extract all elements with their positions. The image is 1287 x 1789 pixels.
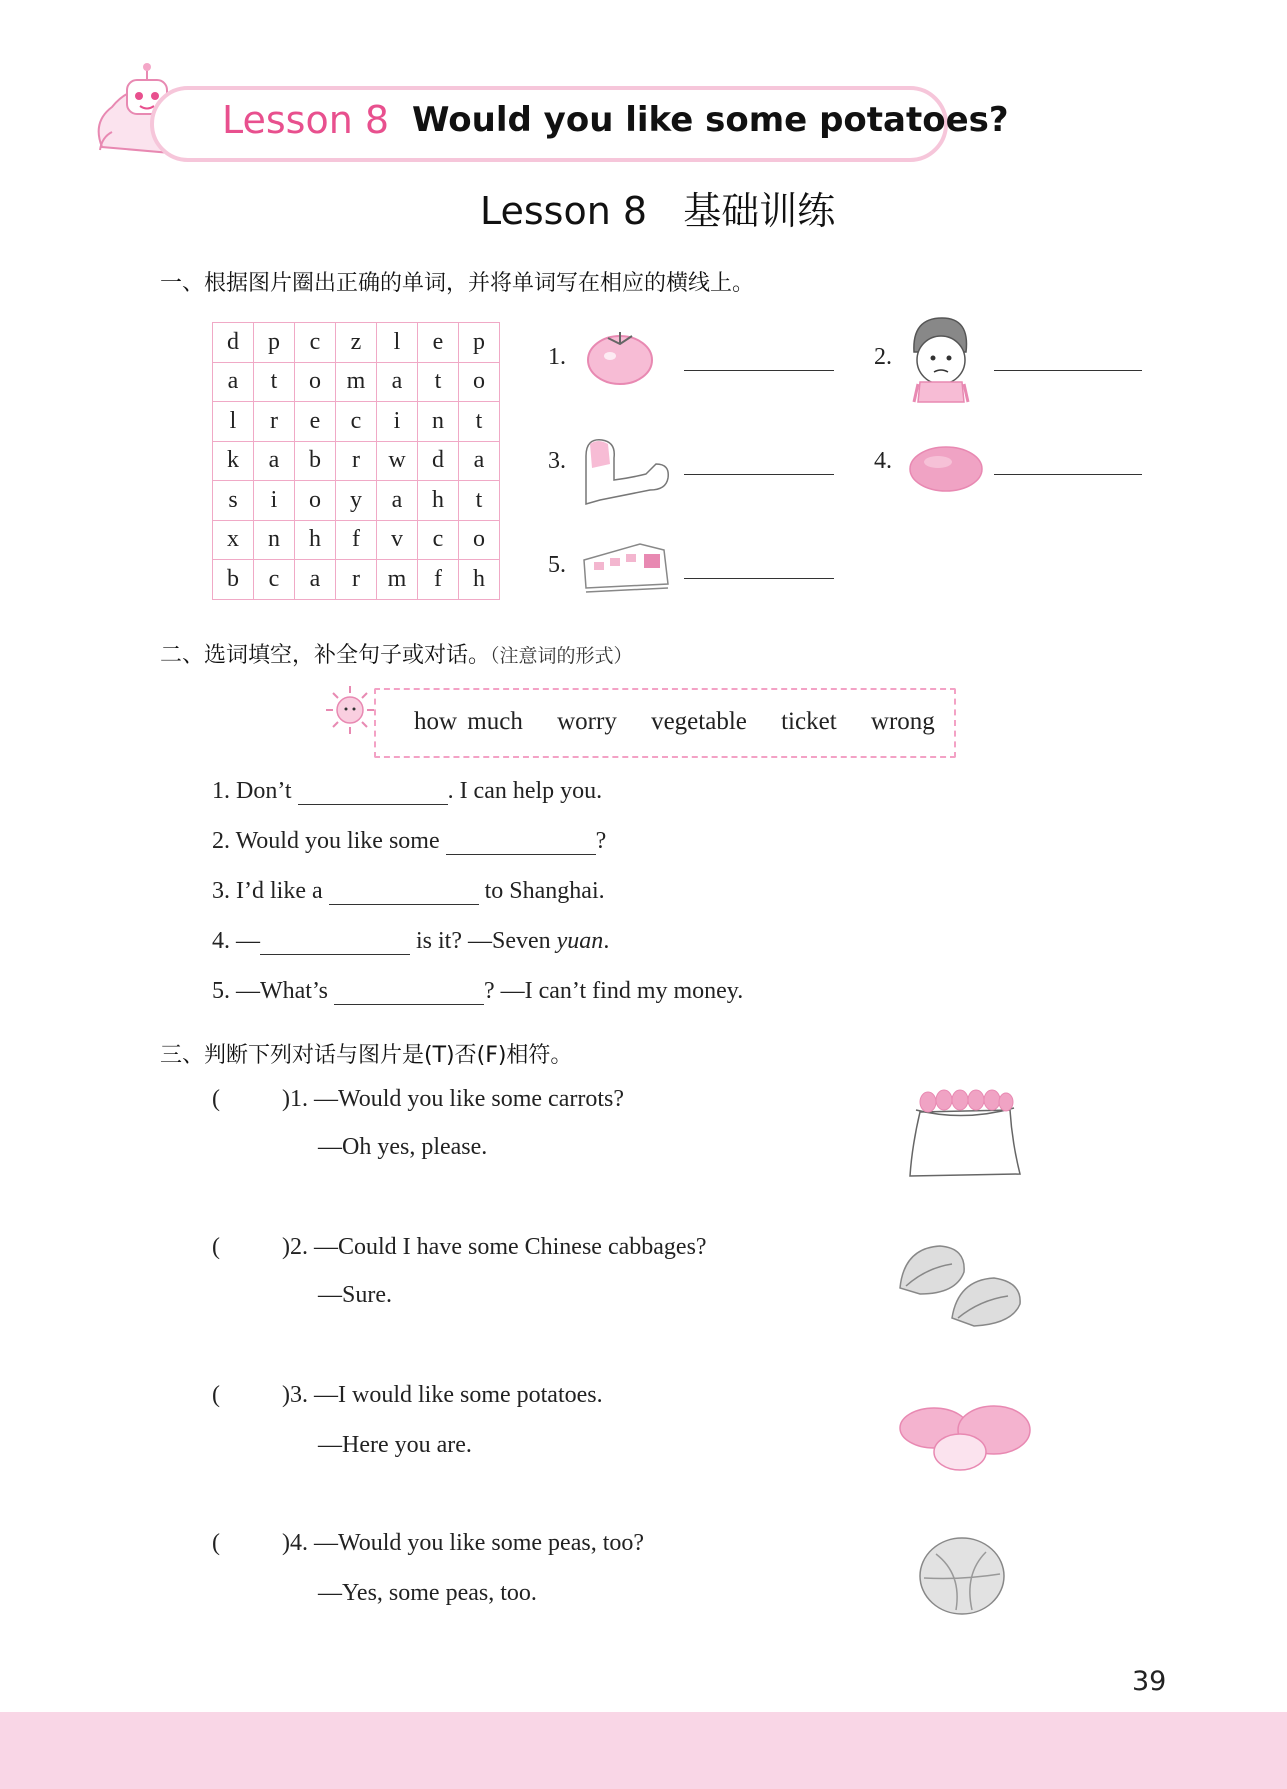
- grid-letter[interactable]: o: [459, 520, 500, 560]
- grid-letter[interactable]: y: [336, 481, 377, 521]
- grid-letter[interactable]: n: [254, 520, 295, 560]
- grid-letter[interactable]: l: [213, 402, 254, 442]
- sentence-text: 1. Don’t: [212, 778, 298, 804]
- grid-letter[interactable]: p: [459, 323, 500, 363]
- tf-question: —Would you like some carrots?: [314, 1086, 624, 1112]
- tf-number: )4.: [282, 1530, 314, 1556]
- answer-line-1[interactable]: [684, 370, 834, 371]
- sentence-text: . I can help you.: [447, 778, 603, 804]
- fill-blank-2[interactable]: [446, 828, 596, 855]
- item-3-number: 3.: [548, 448, 566, 474]
- word-bank-item: how much: [414, 708, 523, 735]
- grid-letter[interactable]: b: [213, 560, 254, 600]
- grid-letter[interactable]: s: [213, 481, 254, 521]
- grid-letter[interactable]: o: [295, 481, 336, 521]
- word-bank-item: vegetable: [651, 708, 747, 735]
- grid-letter[interactable]: r: [336, 441, 377, 481]
- answer-line-5[interactable]: [684, 578, 834, 579]
- grid-letter[interactable]: a: [295, 560, 336, 600]
- section2-note: （注意词的形式）: [490, 645, 633, 667]
- cabbage-icon: [916, 1534, 1008, 1616]
- grid-row: [213, 560, 500, 600]
- grid-letter[interactable]: h: [418, 481, 459, 521]
- grid-row: [213, 323, 500, 363]
- word-bank-item: ticket: [781, 708, 837, 735]
- tf-question: —Would you like some peas, too?: [314, 1530, 645, 1556]
- arm-icon: [580, 434, 672, 506]
- tf-question: —Could I have some Chinese cabbages?: [314, 1234, 707, 1260]
- answer-line-3[interactable]: [684, 474, 834, 475]
- grid-letter[interactable]: t: [459, 402, 500, 442]
- grid-row: [213, 520, 500, 560]
- sentence-text: is it? —Seven: [410, 928, 557, 954]
- tf-item-1: [212, 1086, 624, 1113]
- section2-heading: [160, 638, 633, 669]
- grid-row: [213, 362, 500, 402]
- grid-letter[interactable]: o: [295, 362, 336, 402]
- word-bank-box: [374, 688, 956, 758]
- grid-letter[interactable]: b: [295, 441, 336, 481]
- fill-sentence-1: [212, 778, 602, 805]
- item-1-number: 1.: [548, 344, 566, 370]
- chinese-cabbage-icon: [896, 1238, 1030, 1330]
- grid-letter[interactable]: t: [418, 362, 459, 402]
- section3-heading: 三、判断下列对话与图片是(T)否(F)相符。: [160, 1043, 573, 1068]
- fill-sentence-2: [212, 828, 606, 855]
- fill-blank-4[interactable]: [260, 928, 410, 955]
- grid-row: [213, 481, 500, 521]
- grid-letter[interactable]: c: [295, 323, 336, 363]
- tf-answer-4: —Yes, some peas, too.: [318, 1580, 537, 1606]
- sun-icon: [324, 684, 376, 736]
- grid-letter[interactable]: v: [377, 520, 418, 560]
- sentence-text: 3. I’d like a: [212, 878, 329, 904]
- grid-letter[interactable]: r: [336, 560, 377, 600]
- tf-number: )1.: [282, 1086, 314, 1112]
- answer-bracket[interactable]: (: [212, 1086, 220, 1112]
- header-title: Would you like some potatoes?: [412, 100, 1009, 140]
- grid-letter[interactable]: o: [459, 362, 500, 402]
- grid-letter[interactable]: m: [336, 362, 377, 402]
- grid-letter[interactable]: i: [254, 481, 295, 521]
- grid-letter[interactable]: n: [418, 402, 459, 442]
- fill-blank-1[interactable]: [298, 778, 448, 805]
- potatoes-icon: [898, 1398, 1034, 1474]
- grid-letter[interactable]: d: [418, 441, 459, 481]
- word-search-grid: [212, 322, 500, 600]
- tf-number: )2.: [282, 1234, 314, 1260]
- grid-letter[interactable]: a: [377, 481, 418, 521]
- grid-letter[interactable]: e: [295, 402, 336, 442]
- grid-letter[interactable]: w: [377, 441, 418, 481]
- grid-letter[interactable]: p: [254, 323, 295, 363]
- grid-letter[interactable]: l: [377, 323, 418, 363]
- header-lesson-label: Lesson 8: [222, 98, 390, 142]
- sack-of-carrots-icon: [906, 1086, 1024, 1180]
- item-2-number: 2.: [874, 344, 892, 370]
- tf-item-4: [212, 1530, 644, 1557]
- answer-bracket[interactable]: (: [212, 1234, 220, 1260]
- grid-letter[interactable]: t: [459, 481, 500, 521]
- grid-row: [213, 441, 500, 481]
- sentence-italic: yuan: [556, 928, 604, 954]
- grid-letter[interactable]: z: [336, 323, 377, 363]
- sentence-text: 5. —What’s: [212, 978, 334, 1004]
- sentence-text: to Shanghai.: [478, 878, 605, 904]
- sentence-text: 4. —: [212, 928, 260, 954]
- grid-letter[interactable]: c: [336, 402, 377, 442]
- word-bank-item: worry: [557, 708, 617, 735]
- grid-letter[interactable]: x: [213, 520, 254, 560]
- grid-letter[interactable]: m: [377, 560, 418, 600]
- grid-letter[interactable]: c: [254, 560, 295, 600]
- grid-letter[interactable]: i: [377, 402, 418, 442]
- tf-number: )3.: [282, 1382, 314, 1408]
- page-title: Lesson 8 基础训练: [480, 189, 836, 233]
- grid-letter[interactable]: k: [213, 441, 254, 481]
- grid-letter[interactable]: h: [459, 560, 500, 600]
- grid-letter[interactable]: a: [213, 362, 254, 402]
- item-4-number: 4.: [874, 448, 892, 474]
- section2-heading-text: 二、选词填空，补全句子或对话。: [160, 643, 491, 668]
- answer-line-4[interactable]: [994, 474, 1142, 475]
- tf-item-3: [212, 1382, 603, 1409]
- answer-line-2[interactable]: [994, 370, 1142, 371]
- tf-answer-2: —Sure.: [318, 1282, 392, 1308]
- grid-letter[interactable]: t: [254, 362, 295, 402]
- grid-letter[interactable]: e: [418, 323, 459, 363]
- potato-icon: [908, 444, 984, 494]
- grid-letter[interactable]: f: [336, 520, 377, 560]
- grid-row: [213, 402, 500, 442]
- fill-blank-5[interactable]: [334, 978, 484, 1005]
- fill-sentence-3: [212, 878, 605, 905]
- train-icon: [580, 536, 672, 598]
- fill-blank-3[interactable]: [329, 878, 479, 905]
- sentence-text: .: [603, 928, 610, 954]
- fill-sentence-5: [212, 978, 743, 1005]
- grid-letter[interactable]: a: [459, 441, 500, 481]
- grid-letter[interactable]: r: [254, 402, 295, 442]
- grid-letter[interactable]: h: [295, 520, 336, 560]
- tf-item-2: [212, 1234, 707, 1261]
- word-bank-item: wrong: [870, 708, 935, 735]
- grid-letter[interactable]: a: [254, 441, 295, 481]
- fill-sentence-4: [212, 928, 609, 955]
- sentence-text: ?: [595, 828, 607, 854]
- sentence-text: 2. Would you like some: [212, 828, 446, 854]
- tf-answer-3: —Here you are.: [318, 1432, 472, 1458]
- worried-child-icon: [906, 312, 976, 404]
- tf-answer-1: —Oh yes, please.: [318, 1134, 488, 1160]
- grid-letter[interactable]: a: [377, 362, 418, 402]
- sentence-text: ? —I can’t find my money.: [483, 978, 744, 1004]
- grid-letter[interactable]: c: [418, 520, 459, 560]
- item-5-number: 5.: [548, 552, 566, 578]
- section1-heading: 一、根据图片圈出正确的单词，并将单词写在相应的横线上。: [160, 271, 755, 296]
- footer-band: [0, 1712, 1287, 1789]
- grid-letter[interactable]: d: [213, 323, 254, 363]
- answer-bracket[interactable]: (: [212, 1382, 220, 1408]
- answer-bracket[interactable]: (: [212, 1530, 220, 1556]
- page-number: 39: [1132, 1666, 1167, 1697]
- tf-question: —I would like some potatoes.: [314, 1382, 603, 1408]
- tomato-icon: [584, 324, 656, 386]
- grid-letter[interactable]: f: [418, 560, 459, 600]
